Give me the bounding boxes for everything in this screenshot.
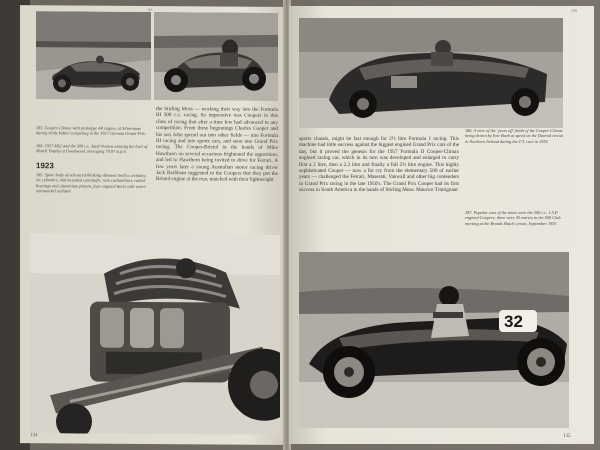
photo-cooper-climax-silverstone xyxy=(36,11,151,100)
left-body-text: the Stirling Moss — working their way into the Formula III 500 c.c. racing. So impressive was Coopers in this class of racing that after a time few had advanced to any competition. From these beginnings Charles Cooper and his son John spread out into other fields — into Formula III racing and into sports cars, and soon into Grand Prix racing. The Cooper-Bristol in the hands of Mike Hawthorn on several occasions frightened the opposition, and led to Hawthorn being invited to drive for Ferrari. A few years later a young Australian motor racing driver Jack Brabham suggested to the Coopers that they put the Bristol engine at the rear, matched with their lightweight xyxy=(156,106,278,184)
left-page-number: 134 xyxy=(30,433,38,439)
photo-500cc-racer xyxy=(154,12,278,101)
right-body-text: sports chassis, might be fast enough for 2½ litre Formula 1 racing. This machine had little success against the biggest engined Grand Prix cars of the day, but it proved the genesis for the 1957 Formula II Cooper-Climax engined racing car, which in its turn was developed and enlarged to carry first a 2 litre, then a 2.2 litre and finally a full 2½ litre engine. This highly sophisticated Cooper — now a far cry from the elementary 500 of earlier years — challenged the Ferrari, Maserati, Vanwall and other big contenders in Grand Prix racing in the late 1950's. The Grand Prix Cooper had its first success in South America in the hands of Stirling Moss. Maurice Trintignant xyxy=(299,136,459,194)
photo-racecar-32 xyxy=(299,252,569,428)
caption-184: 184. 1957 Mk2 and the 500 c.c. Kieft Norton winning the Earl of March Trophy at Goodwood, averaging 79.97 m.p.h. xyxy=(36,143,148,155)
car-number-text: 32 xyxy=(504,312,523,331)
photo-cooper-sports-car xyxy=(299,18,563,128)
right-page xyxy=(289,6,594,444)
left-page xyxy=(20,5,286,445)
year-heading: 1923 xyxy=(36,161,54,171)
caption-186: 186. A view of the 'years off' finish of the Cooper-Climax being driven by Ivor Bueb at speed on the Dunrod circuit in Northern Ireland during the T.T. race in 1955 xyxy=(465,128,564,144)
photo-engine-chassis xyxy=(30,233,280,435)
left-page-corner: SS xyxy=(148,6,153,12)
caption-183: 183. Cooper-Climax with prototype 4R engine, at Silverstone during trials before competing in the 1957 German Grand Prix. xyxy=(36,125,146,137)
caption-185: 185. Spare body of advanced thinking slimmed itself a certainty, six cylinders, mid mounted camshafts, twin carburettors, radial bearings and aluminium pistons, four-engined Boris with water-surrounded radiator xyxy=(36,172,147,194)
right-page-corner: 135 xyxy=(571,8,577,13)
right-page-number: 135 xyxy=(563,434,571,439)
caption-187: 187. Popular cars of the times were the 500 c.c. J.A.P. engined Coopers; there were 43 entries in the 500 Club meeting at the Brands Hatch circuit, September 1955 xyxy=(465,210,561,226)
